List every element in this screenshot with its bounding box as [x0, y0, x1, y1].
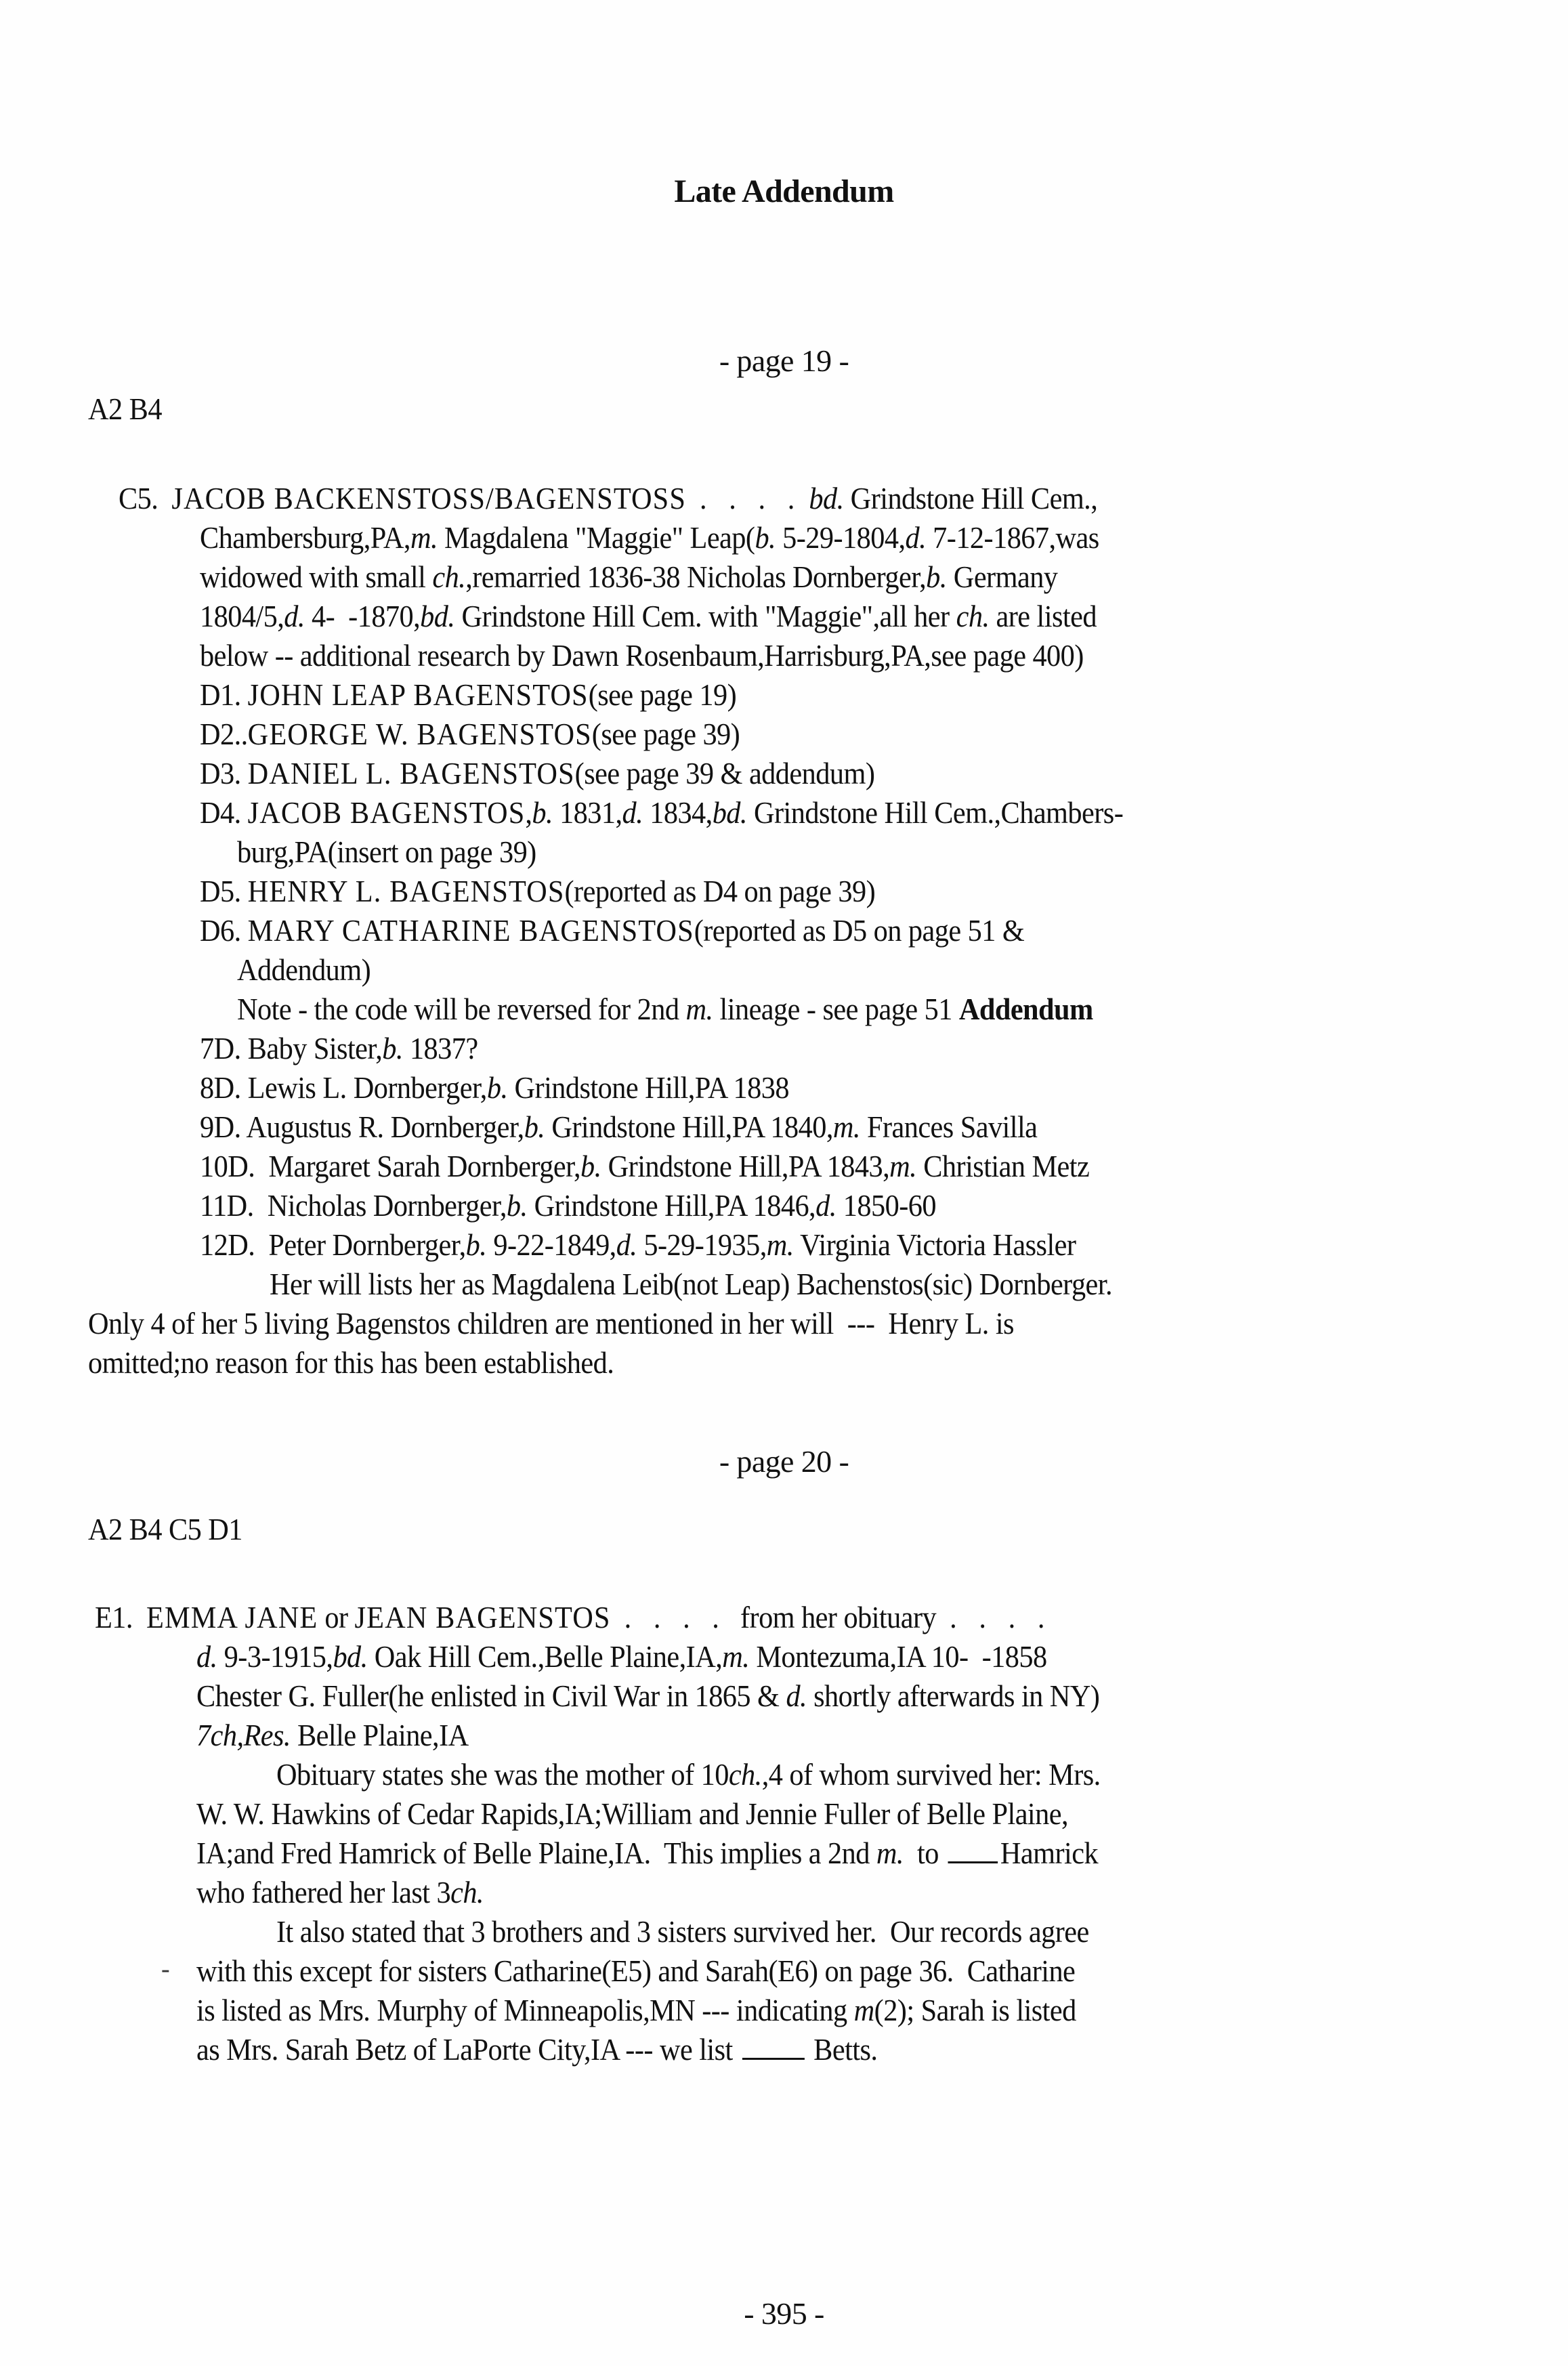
lineage-note	[237, 990, 1093, 1028]
obituary-line-1	[276, 1756, 1101, 1794]
margin-mark: -	[161, 1955, 170, 1983]
text: 1834,	[650, 795, 713, 830]
person-name: JACOB BAGENSTOS	[247, 795, 526, 830]
entry-e1-line-2	[196, 1638, 1047, 1676]
abbr-married: m.	[685, 992, 713, 1026]
child-d2	[200, 715, 740, 753]
abbr-born: b.	[486, 1070, 508, 1105]
child-d1	[200, 676, 736, 714]
text: Hamrick	[1000, 1836, 1099, 1870]
entry-code: D1.	[200, 677, 241, 712]
abbr-buried: bd.	[712, 795, 747, 830]
abbr-born: b.	[755, 520, 776, 555]
person-name: EMMA JANE	[146, 1600, 318, 1634]
text: to	[917, 1836, 939, 1870]
text: (reported as D4 on page 39)	[564, 874, 876, 908]
abbr-died: d.	[196, 1639, 217, 1674]
text: Grindstone Hill Cem. with "Maggie",all her	[461, 599, 950, 633]
text: Note - the code will be reversed for 2nd	[237, 992, 679, 1026]
person-name: JOHN LEAP BAGENSTOS	[247, 677, 589, 712]
text: 1804/5,	[200, 599, 284, 633]
abbr-married: m.	[766, 1227, 794, 1262]
abbr-born: b.	[524, 1110, 545, 1144]
obituary-line-4	[196, 1874, 484, 1911]
page-reference-20: - page 20 -	[719, 1444, 849, 1479]
entry-code: 10D.	[200, 1149, 255, 1183]
text: Virginia Victoria Hassler	[800, 1227, 1076, 1262]
entry-c5-line-4	[200, 597, 1097, 635]
abbr-born: b.	[506, 1188, 528, 1223]
entry-code: D5.	[200, 874, 241, 908]
entry-code: D2..	[200, 717, 248, 751]
text: Augustus R. Dornberger,	[246, 1110, 524, 1144]
entry-code: 11D.	[200, 1188, 254, 1223]
entry-e1-line-3	[196, 1677, 1099, 1715]
person-name: DANIEL L. BAGENSTOS	[247, 756, 575, 790]
entry-e1-line-4	[196, 1716, 469, 1754]
text: Grindstone Hill Cem.,Chambers-	[753, 795, 1124, 830]
blank-underline	[742, 2033, 804, 2060]
text: Betts.	[813, 2032, 878, 2067]
text: Grindstone Hill Cem.,	[850, 481, 1098, 515]
entry-code: 8D.	[200, 1070, 241, 1105]
lineage-code: A2 B4 C5 D1	[88, 1512, 242, 1546]
child-d5	[200, 872, 875, 910]
text: IA;and Fred Hamrick of Belle Plaine,IA. This implies a 2nd	[196, 1836, 870, 1870]
child-d3	[200, 755, 874, 793]
text: 4- -1870,	[311, 599, 421, 633]
abbr-died: d.	[815, 1188, 836, 1223]
abbr-children: ch.	[728, 1757, 762, 1792]
entry-code: E1.	[95, 1600, 133, 1634]
text: who fathered her last 3	[196, 1875, 451, 1909]
text: ,4 of whom survived her: Mrs.	[761, 1757, 1101, 1792]
dot-leader: . . . .	[950, 1600, 1053, 1634]
abbr-buried: bd.	[333, 1639, 368, 1674]
text: ,remarried 1836-38 Nicholas Dornberger,	[465, 559, 927, 594]
will-note-line-2: Only 4 of her 5 living Bagenstos children are mentioned in her will --- Henry L. is	[88, 1306, 1014, 1340]
abbr-married: m.	[876, 1836, 904, 1870]
person-name: JACOB BACKENSTOSS/BAGENSTOSS	[171, 481, 686, 515]
text: 9-22-1849,	[493, 1227, 616, 1262]
text: (2); Sarah is listed	[874, 1993, 1076, 2027]
abbr-born: b.	[926, 559, 947, 594]
text: as Mrs. Sarah Betz of LaPorte City,IA --- we list	[196, 2032, 733, 2067]
child-d4	[200, 794, 1123, 832]
text: lineage - see page 51	[719, 992, 952, 1026]
abbr-died: d.	[284, 599, 305, 633]
abbr-buried: bd.	[420, 599, 455, 633]
page-number: - 395 -	[744, 2296, 824, 2331]
text: Chambersburg,PA,	[200, 520, 410, 555]
siblings-line-1: It also stated that 3 brothers and 3 sisters survived her. Our records agree	[276, 1914, 1089, 1949]
text: are listed	[996, 599, 1097, 633]
abbr-buried: bd.	[809, 481, 844, 515]
person-name: MARY CATHARINE BAGENSTOS	[247, 913, 694, 948]
abbr-children-residence: 7ch,Res.	[196, 1718, 291, 1752]
text: Grindstone Hill,PA 1840,	[551, 1110, 833, 1144]
child-d6	[200, 912, 1024, 950]
abbr-children: ch.	[956, 599, 990, 633]
entry-c5-line-5: below -- additional research by Dawn Rosenbaum,Harrisburg,PA,see page 400)	[200, 638, 1084, 673]
siblings-line-2: with this except for sisters Catharine(E5) and Sarah(E6) on page 36. Catharine	[196, 1953, 1076, 1988]
abbr-died: d.	[905, 520, 927, 555]
will-note-line-3: omitted;no reason for this has been established.	[88, 1345, 614, 1380]
entry-c5-line-1	[119, 480, 1097, 517]
child-d4-continuation: burg,PA(insert on page 39)	[237, 835, 536, 869]
abbr-married: m.	[722, 1639, 750, 1674]
entry-code: 9D.	[200, 1110, 241, 1144]
abbr-died: d.	[622, 795, 643, 830]
text: 9-3-1915,	[224, 1639, 333, 1674]
addendum-bold: Addendum	[958, 992, 1093, 1026]
text: Frances Savilla	[866, 1110, 1038, 1144]
text: from her obituary	[740, 1600, 937, 1634]
child-7d	[200, 1030, 478, 1068]
entry-code: D4.	[200, 795, 241, 830]
text: Peter Dornberger,	[268, 1227, 466, 1262]
person-name: HENRY L. BAGENSTOS	[247, 874, 565, 908]
text: Margaret Sarah Dornberger,	[268, 1149, 580, 1183]
text: Oak Hill Cem.,Belle Plaine,IA,	[374, 1639, 723, 1674]
page-reference-19: - page 19 -	[719, 343, 849, 378]
text: Magdalena "Maggie" Leap(	[444, 520, 755, 555]
lineage-code: A2 B4	[88, 392, 162, 426]
child-9d	[200, 1108, 1037, 1146]
abbr-born: b.	[382, 1031, 403, 1065]
child-10d	[200, 1147, 1089, 1185]
child-12d	[200, 1226, 1076, 1264]
obituary-line-3	[196, 1834, 1098, 1872]
entry-code: 7D.	[200, 1031, 241, 1065]
entry-code: C5.	[119, 481, 158, 515]
entry-code: D6.	[200, 913, 241, 948]
abbr-children: ch.	[450, 1875, 484, 1909]
text: 7-12-1867,was	[933, 520, 1099, 555]
person-name: GEORGE W. BAGENSTOS	[247, 717, 592, 751]
text: Montezuma,IA 10- -1858	[756, 1639, 1047, 1674]
entry-e1-line-1	[95, 1599, 1053, 1636]
text: Grindstone Hill,PA 1843,	[608, 1149, 890, 1183]
abbr-married: m.	[410, 520, 438, 555]
entry-c5-line-2	[200, 519, 1099, 557]
text: Germany	[953, 559, 1058, 594]
text: Chester G. Fuller(he enlisted in Civil War in 1865 &	[196, 1678, 780, 1713]
abbr-married: m.	[889, 1149, 917, 1183]
abbr-born: b.	[532, 795, 553, 830]
will-note-line-1: Her will lists her as Magdalena Leib(not Leap) Bachenstos(sic) Dornberger.	[270, 1267, 1113, 1301]
siblings-line-3	[196, 1991, 1076, 2029]
person-name: JEAN BAGENSTOS	[354, 1600, 611, 1634]
text: Baby Sister,	[247, 1031, 383, 1065]
text: Grindstone Hill,PA 1846,	[534, 1188, 816, 1223]
text: Obituary states she was the mother of 10	[276, 1757, 729, 1792]
entry-code: D3.	[200, 756, 241, 790]
abbr-married: m	[853, 1993, 874, 2027]
text: (see page 39 & addendum)	[574, 756, 875, 790]
abbr-born: b.	[580, 1149, 601, 1183]
abbr-born: b.	[465, 1227, 487, 1262]
abbr-died: d.	[616, 1227, 637, 1262]
text: Lewis L. Dornberger,	[247, 1070, 487, 1105]
abbr-children: ch.	[432, 559, 466, 594]
text: Grindstone Hill,PA 1838	[514, 1070, 789, 1105]
text: 1850-60	[843, 1188, 936, 1223]
entry-code: 12D.	[200, 1227, 255, 1262]
entry-c5-line-3	[200, 558, 1057, 596]
text: Belle Plaine,IA	[297, 1718, 469, 1752]
dot-leader: . . . .	[700, 481, 803, 515]
text: (reported as D5 on page 51 &	[694, 913, 1025, 948]
text: 1837?	[409, 1031, 478, 1065]
text: (see page 39)	[591, 717, 740, 751]
blank-underline	[948, 1837, 998, 1863]
text: (see page 19)	[588, 677, 737, 712]
obituary-line-2: W. W. Hawkins of Cedar Rapids,IA;William and Jennie Fuller of Belle Plaine,	[196, 1796, 1069, 1831]
text: 5-29-1935,	[643, 1227, 767, 1262]
document-title: Late Addendum	[674, 173, 894, 209]
text: ,	[525, 795, 532, 830]
text: 1831,	[559, 795, 622, 830]
dot-leader: . . . .	[624, 1600, 727, 1634]
siblings-line-4	[196, 2031, 877, 2069]
text: is listed as Mrs. Murphy of Minneapolis,MN --- indicating	[196, 1993, 847, 2027]
text: 5-29-1804,	[782, 520, 906, 555]
child-11d	[200, 1187, 936, 1225]
text: Christian Metz	[923, 1149, 1090, 1183]
text: Nicholas Dornberger,	[267, 1188, 507, 1223]
text: shortly afterwards in NY)	[813, 1678, 1100, 1713]
child-d6-continuation: Addendum)	[237, 952, 371, 987]
abbr-died: d.	[786, 1678, 807, 1713]
text: or	[324, 1600, 348, 1634]
text: widowed with small	[200, 559, 426, 594]
child-8d	[200, 1069, 789, 1107]
abbr-married: m.	[832, 1110, 860, 1144]
